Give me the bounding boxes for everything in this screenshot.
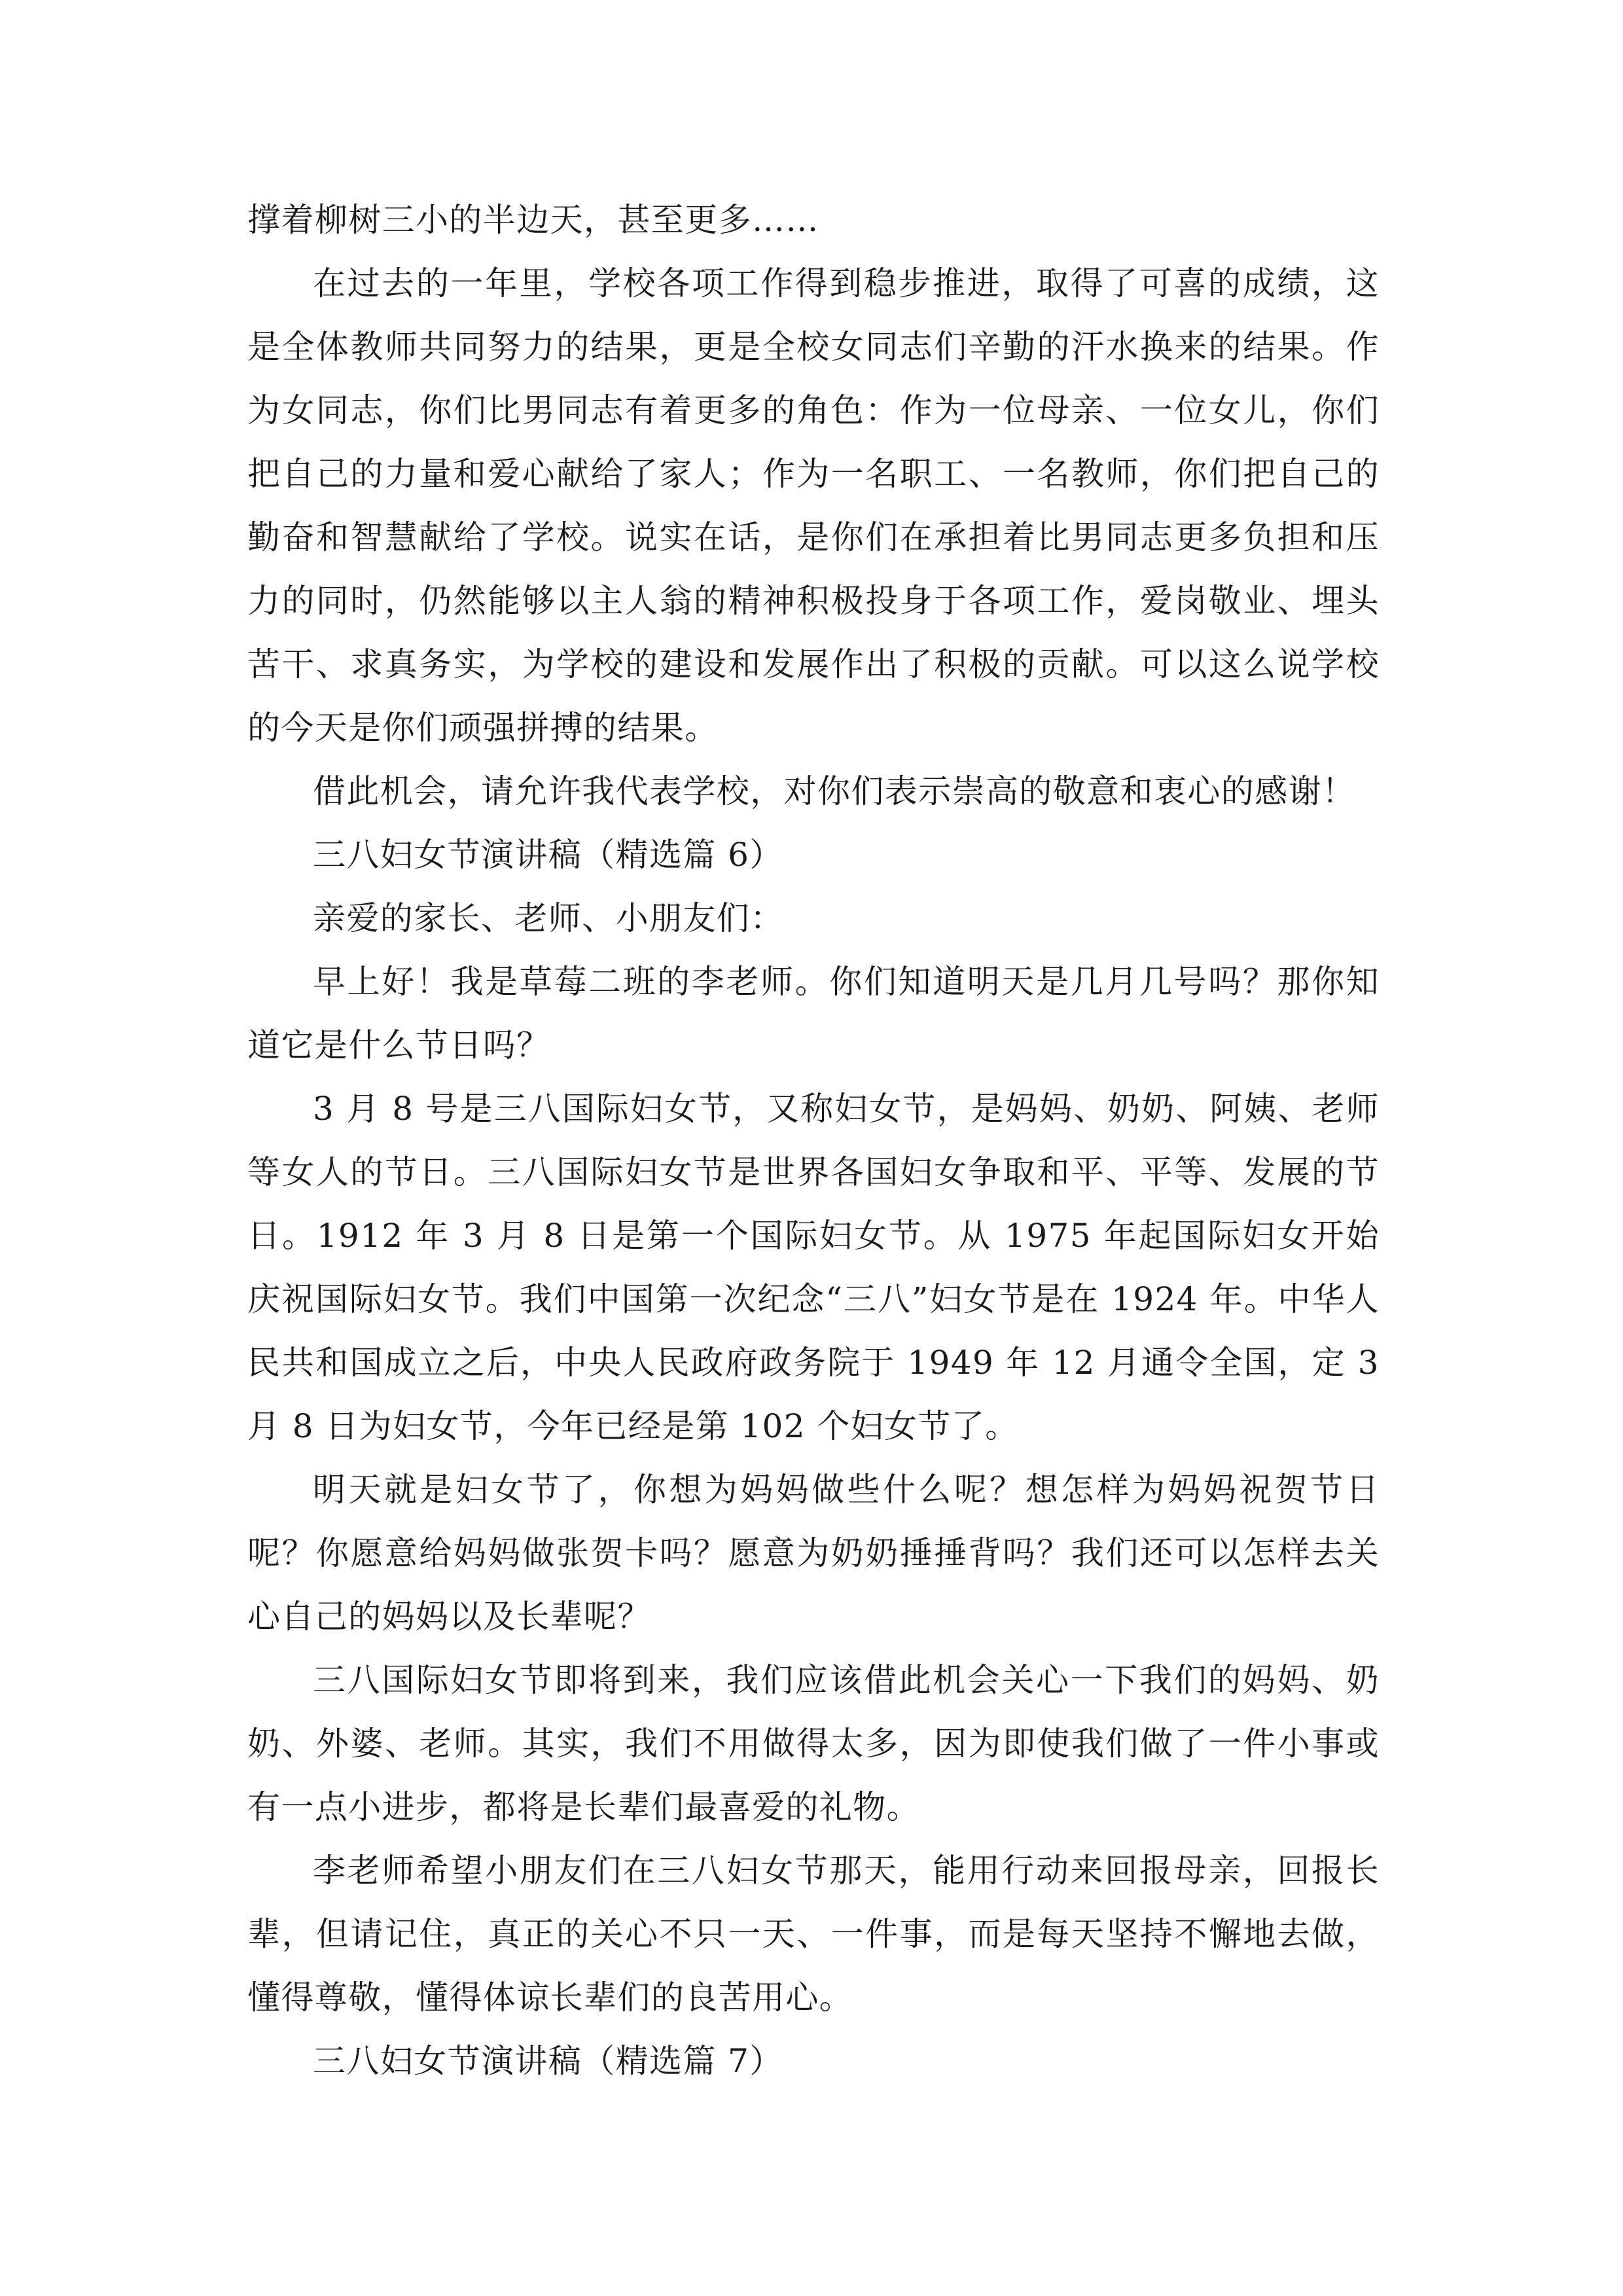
- section-heading-6: 三八妇女节演讲稿（精选篇 6）: [313, 836, 783, 874]
- paragraph-care: 三八国际妇女节即将到来，我们应该借此机会关心一下我们的妈妈、奶奶、外婆、老师。其实，我们不用做得太多，因为即使我们做了一件小事或有一点小进步，都将是长辈们最喜爱的礼物。: [247, 1661, 1380, 1826]
- paragraph-greeting: 早上好！我是草莓二班的李老师。你们知道明天是几月几号吗？那你知道它是什么节日吗？: [247, 963, 1380, 1064]
- document-body: [247, 188, 1380, 2093]
- paragraph-hope: 李老师希望小朋友们在三八妇女节那天，能用行动来回报母亲，回报长辈，但请记住，真正的关心不只一天、一件事，而是每天坚持不懈地去做，懂得尊敬，懂得体谅长辈们的良苦用心。: [247, 1852, 1380, 2017]
- paragraph-past-year: 在过去的一年里，学校各项工作得到稳步推进，取得了可喜的成绩，这是全体教师共同努力的结果，更是全校女同志们辛勤的汗水换来的结果。作为女同志，你们比男同志有着更多的角色：作为一位母亲、一位女儿，你们把自己的力量和爱心献给了家人；作为一名职工、一名教师，你们把自己的勤奋和智慧献给了学校。说实在话，是你们在承担着比男同志更多负担和压力的同时，仍然能够以主人翁的精神积极投身于各项工作，爱岗敬业、埋头苦干、求真务实，为学校的建设和发展作出了积极的贡献。可以这么说学校的今天是你们顽强拼搏的结果。: [247, 264, 1380, 747]
- salutation: 亲爱的家长、老师、小朋友们：: [313, 899, 784, 937]
- paragraph-thanks: 借此机会，请允许我代表学校，对你们表示崇高的敬意和衷心的感谢！: [313, 772, 1356, 810]
- paragraph-history: 3 月 8 号是三八国际妇女节，又称妇女节，是妈妈、奶奶、阿姨、老师等女人的节日。三八国际妇女节是世界各国妇女争取和平、平等、发展的节日。1912 年 3 月 8 日是第一个国际妇女节。从 1975 年起国际妇女开始庆祝国际妇女节。我们中国第一次纪念“三八”妇女节是在 1924 年。中华人民共和国成立之后，中央人民政府政务院于 1949 年 12 月通令全国，定 3 月 8 日为妇女节，今年已经是第 102 个妇女节了。: [247, 1090, 1380, 1445]
- section-heading-7: 三八妇女节演讲稿（精选篇 7）: [313, 2042, 783, 2080]
- paragraph-questions: 明天就是妇女节了，你想为妈妈做些什么呢？想怎样为妈妈祝贺节日呢？你愿意给妈妈做张贺卡吗？愿意为奶奶捶捶背吗？我们还可以怎样去关心自己的妈妈以及长辈呢？: [247, 1471, 1380, 1636]
- paragraph-continuation: 撑着柳树三小的半边天，甚至更多……: [247, 201, 819, 239]
